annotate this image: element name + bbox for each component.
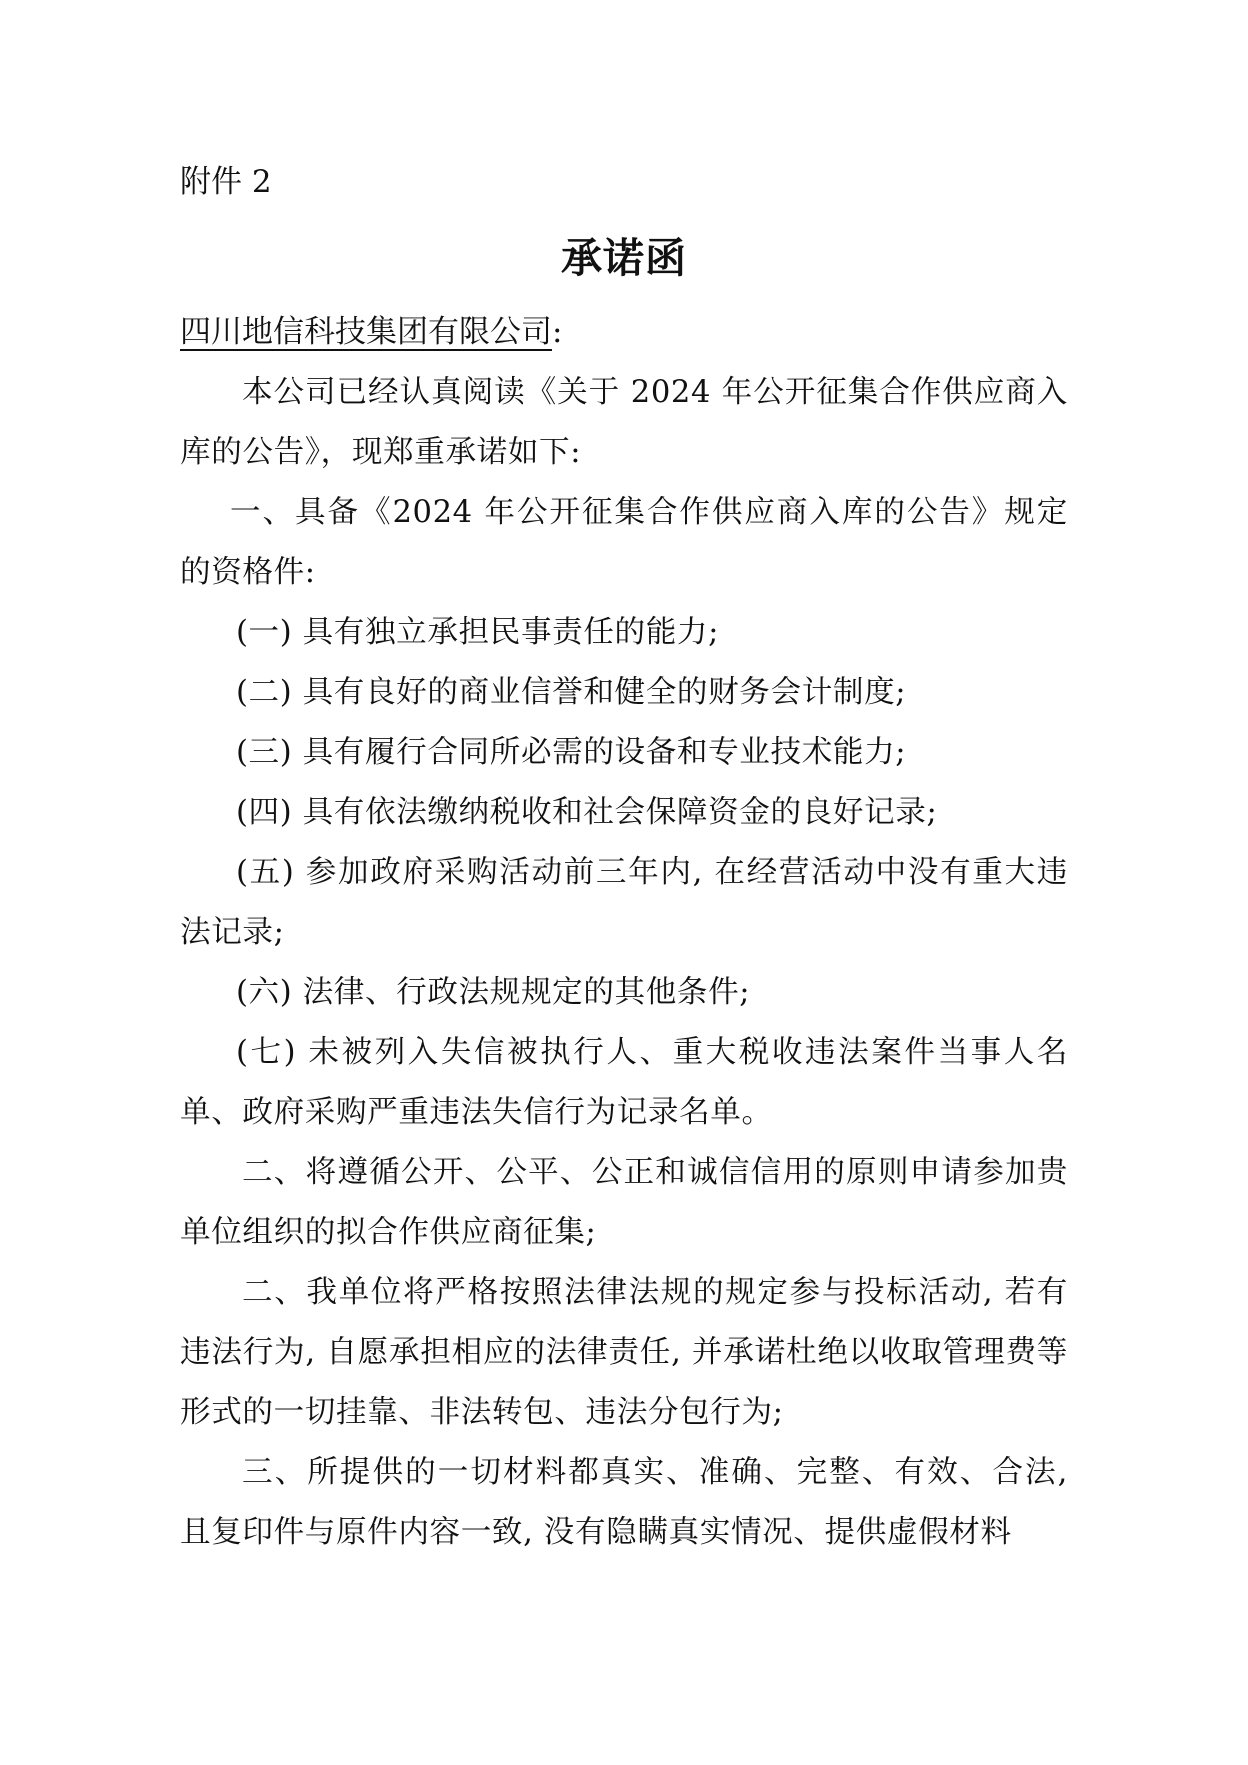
qualification-item-5: (五) 参加政府采购活动前三年内, 在经营活动中没有重大违法记录; bbox=[180, 855, 1068, 950]
commitment-paragraph-4: 三、所提供的一切材料都真实、准确、完整、有效、合法, 且复印件与原件内容一致, 没有隐瞒真实情况、提供虚假材料 bbox=[180, 1455, 1068, 1550]
qualification-item-1: (一) 具有独立承担民事责任的能力; bbox=[236, 615, 720, 650]
qualification-item-4: (四) 具有依法缴纳税收和社会保障资金的良好记录; bbox=[236, 795, 938, 830]
recipient-line bbox=[180, 312, 562, 352]
document-body bbox=[180, 363, 1068, 1563]
commitment-paragraph-3: 二、我单位将严格按照法律法规的规定参与投标活动, 若有违法行为, 自愿承担相应的法律责任, 并承诺杜绝以收取管理费等形式的一切挂靠、非法转包、违法分包行为; bbox=[180, 1275, 1068, 1430]
qualification-item-2: (二) 具有良好的商业信誉和健全的财务会计制度; bbox=[236, 675, 907, 710]
document-page bbox=[180, 0, 1068, 1765]
intro-paragraph: 本公司已经认真阅读《关于 2024 年公开征集合作供应商入库的公告》，现郑重承诺如下: bbox=[180, 375, 1068, 470]
recipient-name: 四川地信科技集团有限公司 bbox=[180, 314, 552, 350]
qualification-item-3: (三) 具有履行合同所必需的设备和专业技术能力; bbox=[236, 735, 907, 770]
document-title: 承诺函 bbox=[561, 234, 687, 282]
attachment-label: 附件 2 bbox=[180, 164, 272, 200]
qualification-heading: 一、具备《2024 年公开征集合作供应商入库的公告》规定的资格件: bbox=[180, 495, 1068, 590]
commitment-paragraph-2: 二、将遵循公开、公平、公正和诚信信用的原则申请参加贵单位组织的拟合作供应商征集; bbox=[180, 1155, 1068, 1250]
qualification-item-6: (六) 法律、行政法规规定的其他条件; bbox=[236, 975, 751, 1010]
qualification-item-7: (七) 未被列入失信被执行人、重大税收违法案件当事人名单、政府采购严重违法失信行为记录名单。 bbox=[180, 1035, 1068, 1130]
recipient-colon: : bbox=[552, 314, 563, 350]
